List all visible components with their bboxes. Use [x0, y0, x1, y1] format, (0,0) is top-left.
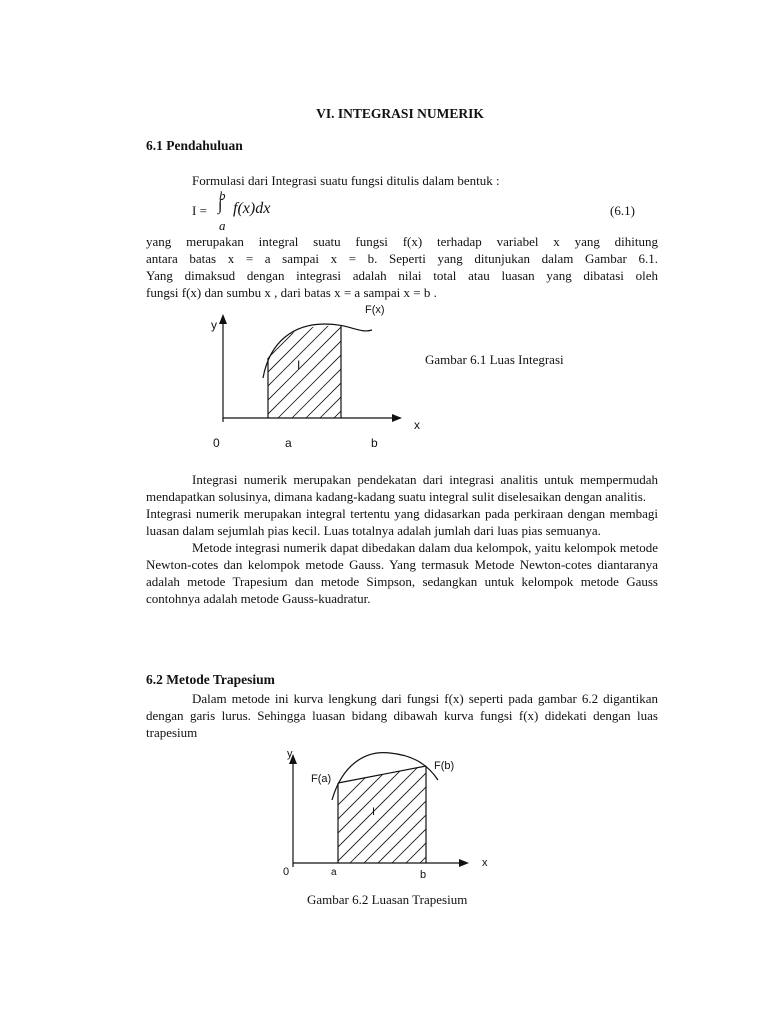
- figure-6-2: [270, 740, 490, 880]
- trapezoid-top-line: [338, 766, 426, 783]
- fig1-origin-label: 0: [213, 436, 220, 450]
- figure-6-1: [200, 300, 440, 460]
- fig2-caption: Gambar 6.2 Luasan Trapesium: [307, 892, 468, 907]
- paragraph-1-line: yang merupakan integral suatu fungsi f(x) terhadap variabel x yang dihitung: [146, 234, 658, 249]
- fig2-area-label: I: [372, 806, 376, 818]
- section-2-text: Dalam metode ini kurva lengkung dari fungsi f(x) seperti pada gambar 6.2 digantikan dengan garis lurus. Sehingga luasan bidang dibawah kurva fungsi f(x) didekati dengan luas trapesium: [146, 691, 658, 740]
- equation-lower-limit: a: [219, 218, 226, 233]
- x-axis-arrow: [392, 414, 402, 422]
- fig1-f-label: F(x): [365, 304, 385, 316]
- paragraph-4-text: Metode integrasi numerik dapat dibedakan dalam dua kelompok, yaitu kelompok metode Newton-cotes dan kelompok metode Gauss. Yang termasuk Metode Newton-cotes diantaranya adalah metode Trapesium dan metode Simpson, sedangkan untuk kelompok metode Gauss contohnya adalah metode Gauss-kuadratur.: [146, 540, 658, 606]
- fig1-x-label: x: [414, 418, 420, 432]
- section-heading-6-1: 6.1 Pendahuluan: [146, 138, 243, 153]
- paragraph-2: [146, 471, 658, 607]
- fig1-caption: Gambar 6.1 Luas Integrasi: [425, 352, 564, 367]
- area-hatching: [208, 318, 434, 418]
- fig2-fb-label: F(b): [434, 760, 455, 772]
- fig2-b-label: b: [420, 869, 427, 881]
- paragraph-1-line: Yang dimaksud dengan integrasi adalah nilai total atau luasan yang dibatasi oleh: [146, 268, 658, 283]
- fig1-area-label: I: [297, 358, 301, 372]
- function-curve: [332, 753, 438, 800]
- equation-lhs: I =: [192, 203, 207, 218]
- fig2-a-label: a: [331, 867, 337, 878]
- fig2-origin-label: 0: [283, 866, 290, 878]
- equation-upper-limit: b: [219, 188, 226, 203]
- y-axis-arrow: [219, 314, 227, 324]
- intro-text: Formulasi dari Integrasi suatu fungsi ditulis dalam bentuk :: [192, 173, 500, 188]
- fig1-a-label: a: [285, 436, 292, 450]
- paragraph-2-text: Integrasi numerik merupakan pendekatan dari integrasi analitis untuk mempermudah mendapatkan solusinya, dimana kadang-kadang suatu integral sulit diselesaikan dengan analitis.: [146, 472, 658, 504]
- fig2-y-label: y: [287, 748, 293, 760]
- integral-sign: ∫: [218, 197, 223, 214]
- paragraph-1: [146, 233, 658, 301]
- fig2-x-label: x: [482, 857, 488, 869]
- equation-integrand: f(x)dx: [233, 200, 271, 217]
- section-2-paragraph: [146, 690, 658, 741]
- section-heading-6-2: 6.2 Metode Trapesium: [146, 672, 275, 687]
- fig1-b-label: b: [371, 436, 378, 450]
- paragraph-1-line: antara batas x = a sampai x = b. Seperti yang ditunjukan dalam Gambar 6.1.: [146, 251, 658, 266]
- fig1-y-label: y: [211, 318, 217, 332]
- fig2-fa-label: F(a): [311, 773, 332, 785]
- x-axis-arrow: [459, 859, 469, 867]
- paragraph-1-line: fungsi f(x) dan sumbu x , dari batas x = a sampai x = b .: [146, 285, 437, 300]
- equation-number: (6.1): [610, 203, 635, 218]
- paragraph-3-text: Integrasi numerik merupakan integral tertentu yang didasarkan pada perkiraan dengan membagi luasan dalam sejumlah pias kecil. Luas totalnya adalah jumlah dari luas pias semuanya.: [146, 506, 658, 538]
- page-title: VI. INTEGRASI NUMERIK: [316, 106, 484, 121]
